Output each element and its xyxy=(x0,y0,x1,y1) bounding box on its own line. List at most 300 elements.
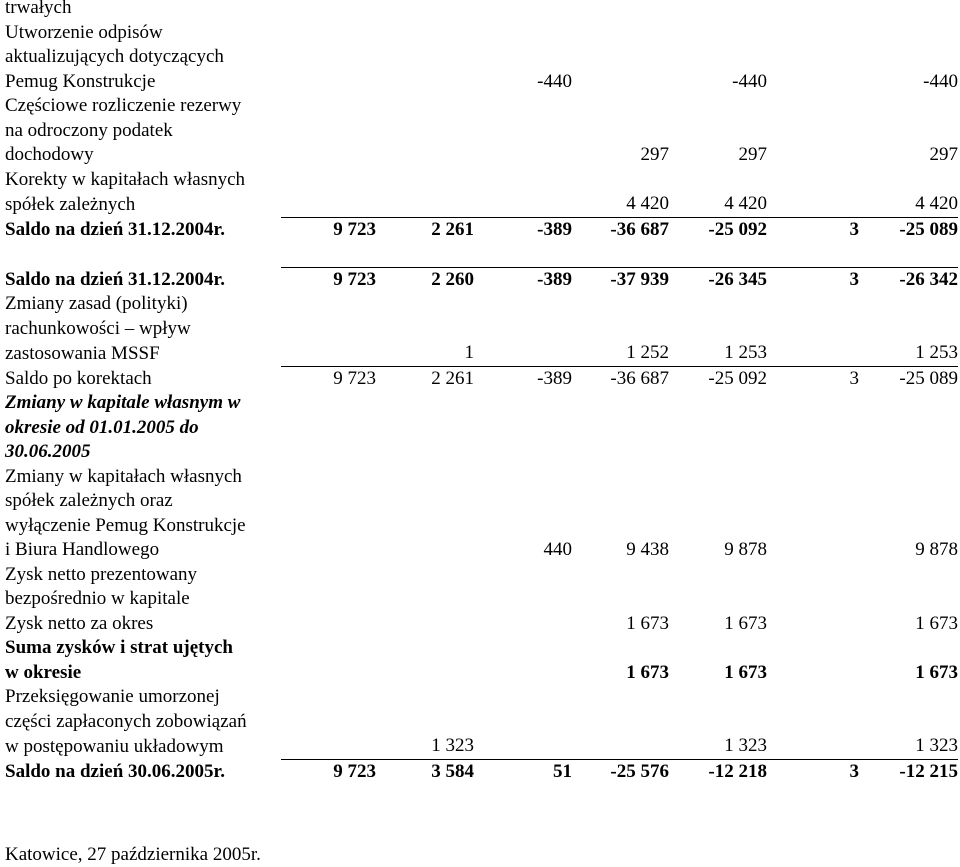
value-cell-c8: 1 323 xyxy=(915,735,958,756)
value-cell-c7 xyxy=(767,685,859,710)
value-cell-c8: 9 878 xyxy=(915,539,958,560)
value-cell-c7: 3 xyxy=(767,217,859,242)
value-cell-c6 xyxy=(669,710,767,735)
value-cell-c5 xyxy=(572,292,669,317)
value-cell-c7 xyxy=(767,0,859,21)
value-cell-c4 xyxy=(482,292,572,317)
value-cell-c2 xyxy=(376,685,474,710)
value-cell-c3 xyxy=(474,587,482,612)
value-cell-c8 xyxy=(859,292,958,317)
value-cell-c4 xyxy=(482,143,572,168)
value-cell-c2 xyxy=(376,538,474,563)
value-cell-c2 xyxy=(376,45,474,70)
table-row xyxy=(5,465,958,490)
table-row xyxy=(5,710,958,735)
value-cell-c5: -36 687 xyxy=(572,366,669,391)
row-label: Saldo na dzień 30.06.2005r. xyxy=(5,760,225,782)
value-cell-c4: 51 xyxy=(482,759,572,784)
value-cell-c5: 1 252 xyxy=(626,342,669,363)
value-cell-c2: 2 261 xyxy=(376,366,474,391)
value-cell-c8: 1 253 xyxy=(915,342,958,363)
value-cell-c2 xyxy=(376,612,474,637)
value-cell-c3 xyxy=(474,292,482,317)
value-cell-c7 xyxy=(767,538,859,563)
value-cell-c4 xyxy=(482,685,572,710)
value-cell-c7 xyxy=(767,710,859,735)
table-row xyxy=(5,489,958,514)
value-cell-c7 xyxy=(767,168,859,193)
value-cell-c7 xyxy=(767,587,859,612)
value-cell-c1 xyxy=(281,465,376,490)
row-label: spółek zależnych xyxy=(5,193,136,215)
value-cell-c1: 9 723 xyxy=(281,366,376,391)
value-cell-c5 xyxy=(572,734,669,759)
place-date-footer: Katowice, 27 października 2005r. xyxy=(5,844,261,865)
value-cell-c1: 9 723 xyxy=(281,217,376,242)
value-cell-c7 xyxy=(767,416,859,441)
value-cell-c7 xyxy=(767,391,859,416)
value-cell-c2 xyxy=(376,0,474,21)
value-cell-c8 xyxy=(859,489,958,514)
value-cell-c8: 297 xyxy=(929,144,958,165)
row-label: i Biura Handlowego xyxy=(5,539,160,560)
value-cell-c4 xyxy=(482,587,572,612)
value-cell-c7 xyxy=(767,612,859,637)
row-label: Przeksięgowanie umorzonej xyxy=(5,686,220,707)
value-cell-c3 xyxy=(474,514,482,539)
value-cell-c7 xyxy=(767,94,859,119)
table-row xyxy=(5,267,958,292)
table-row xyxy=(5,661,958,686)
value-cell-c2 xyxy=(376,21,474,46)
table-row xyxy=(5,587,958,612)
table-row xyxy=(5,636,958,661)
row-label: Saldo po korektach xyxy=(5,367,152,389)
value-cell-c4 xyxy=(482,563,572,588)
value-cell-c6: -25 092 xyxy=(669,217,767,242)
value-cell-c2 xyxy=(376,391,474,416)
value-cell-c7 xyxy=(767,317,859,342)
value-cell-c1 xyxy=(281,94,376,119)
value-cell-c4 xyxy=(482,391,572,416)
table-row xyxy=(5,514,958,539)
value-cell-c6 xyxy=(669,416,767,441)
value-cell-c6: -12 218 xyxy=(669,759,767,784)
value-cell-c2 xyxy=(376,661,474,686)
value-cell-c6: 297 xyxy=(738,144,767,165)
value-cell-c3 xyxy=(474,267,482,292)
value-cell-c3 xyxy=(474,563,482,588)
value-cell-c5: 297 xyxy=(640,144,669,165)
value-cell-c7 xyxy=(767,661,859,686)
value-cell-c3 xyxy=(474,489,482,514)
table-row xyxy=(5,759,958,784)
value-cell-c6 xyxy=(669,563,767,588)
row-label: trwałych xyxy=(5,0,72,18)
table-row xyxy=(5,143,958,168)
table-row xyxy=(5,45,958,70)
table-row xyxy=(5,119,958,144)
table-row xyxy=(5,563,958,588)
value-cell-c6 xyxy=(669,0,767,21)
value-cell-c1 xyxy=(281,710,376,735)
value-cell-c5: 4 420 xyxy=(626,193,669,214)
value-cell-c7 xyxy=(767,21,859,46)
value-cell-c1 xyxy=(281,341,376,366)
value-cell-c4 xyxy=(482,317,572,342)
value-cell-c8 xyxy=(859,685,958,710)
value-cell-c1 xyxy=(281,143,376,168)
row-label: Zmiany w kapitałach własnych xyxy=(5,465,242,487)
value-cell-c6 xyxy=(669,119,767,144)
value-cell-c2 xyxy=(376,636,474,661)
value-cell-c6 xyxy=(669,391,767,416)
value-cell-c3 xyxy=(474,661,482,686)
value-cell-c5 xyxy=(572,636,669,661)
value-cell-c1 xyxy=(281,45,376,70)
value-cell-c8 xyxy=(859,0,958,21)
row-label: Suma zysków i strat ujętych xyxy=(5,637,233,658)
value-cell-c5 xyxy=(572,514,669,539)
table-row xyxy=(5,612,958,637)
value-cell-c5 xyxy=(572,710,669,735)
value-cell-c4 xyxy=(482,612,572,637)
table-row xyxy=(5,70,958,95)
value-cell-c5 xyxy=(572,168,669,193)
value-cell-c2 xyxy=(376,168,474,193)
value-cell-c3 xyxy=(474,636,482,661)
value-cell-c5 xyxy=(572,440,669,465)
value-cell-c1 xyxy=(281,489,376,514)
value-cell-c8 xyxy=(859,168,958,193)
value-cell-c3 xyxy=(474,416,482,441)
value-cell-c1 xyxy=(281,538,376,563)
value-cell-c2: 2 261 xyxy=(376,217,474,242)
value-cell-c4 xyxy=(482,489,572,514)
value-cell-c2 xyxy=(376,416,474,441)
value-cell-c8 xyxy=(859,440,958,465)
row-label: Zysk netto za okres xyxy=(5,612,154,634)
value-cell-c6: -25 092 xyxy=(669,366,767,391)
value-cell-c1 xyxy=(281,440,376,465)
value-cell-c1 xyxy=(281,70,376,95)
value-cell-c6: 1 673 xyxy=(724,661,767,683)
value-cell-c4 xyxy=(482,45,572,70)
value-cell-c4 xyxy=(482,168,572,193)
row-label: rachunkowości – wpływ xyxy=(5,317,191,339)
value-cell-c7 xyxy=(767,636,859,661)
row-label: w postępowaniu układowym xyxy=(5,735,224,757)
value-cell-c8 xyxy=(859,465,958,490)
value-cell-c3 xyxy=(474,168,482,193)
row-label: wyłączenie Pemug Konstrukcje xyxy=(5,514,246,536)
row-label: zastosowania MSSF xyxy=(5,342,160,364)
value-cell-c2 xyxy=(376,587,474,612)
value-cell-c5: -37 939 xyxy=(572,267,669,292)
value-cell-c8: 1 673 xyxy=(915,661,958,683)
value-cell-c2 xyxy=(376,514,474,539)
row-label: na odroczony podatek xyxy=(5,119,173,141)
value-cell-c6 xyxy=(669,636,767,661)
value-cell-c5: -36 687 xyxy=(572,217,669,242)
value-cell-c2 xyxy=(376,119,474,144)
value-cell-c2: 1 323 xyxy=(431,735,474,756)
value-cell-c7: 3 xyxy=(767,267,859,292)
value-cell-c7 xyxy=(767,465,859,490)
value-cell-c1 xyxy=(281,119,376,144)
table-row xyxy=(5,538,958,563)
value-cell-c8 xyxy=(859,636,958,661)
value-cell-c8 xyxy=(859,710,958,735)
value-cell-c5 xyxy=(572,465,669,490)
value-cell-c2 xyxy=(376,489,474,514)
value-cell-c4 xyxy=(482,0,572,21)
value-cell-c1 xyxy=(281,612,376,637)
value-cell-c3 xyxy=(474,465,482,490)
value-cell-c7 xyxy=(767,119,859,144)
value-cell-c4 xyxy=(482,465,572,490)
value-cell-c3 xyxy=(474,70,482,95)
value-cell-c2 xyxy=(376,440,474,465)
row-label: Korekty w kapitałach własnych xyxy=(5,168,246,190)
value-cell-c5 xyxy=(572,416,669,441)
value-cell-c8: -12 215 xyxy=(859,759,958,784)
value-cell-c6 xyxy=(669,514,767,539)
value-cell-c2 xyxy=(376,292,474,317)
value-cell-c5: -25 576 xyxy=(572,759,669,784)
value-cell-c3 xyxy=(474,612,482,637)
value-cell-c4 xyxy=(482,661,572,686)
value-cell-c4: -389 xyxy=(482,217,572,242)
value-cell-c6: 9 878 xyxy=(724,539,767,560)
value-cell-c8: -26 342 xyxy=(859,267,958,292)
table-row xyxy=(5,440,958,465)
value-cell-c1: 9 723 xyxy=(281,267,376,292)
value-cell-c3 xyxy=(474,94,482,119)
value-cell-c3 xyxy=(474,538,482,563)
value-cell-c6 xyxy=(669,94,767,119)
value-cell-c5 xyxy=(572,21,669,46)
value-cell-c8 xyxy=(859,391,958,416)
value-cell-c5 xyxy=(572,317,669,342)
value-cell-c1 xyxy=(281,416,376,441)
table-row xyxy=(5,317,958,342)
value-cell-c1 xyxy=(281,192,376,217)
value-cell-c1 xyxy=(281,514,376,539)
value-cell-c5 xyxy=(572,0,669,21)
table-row xyxy=(5,0,958,21)
value-cell-c3 xyxy=(474,759,482,784)
row-label: 30.06.2005 xyxy=(5,441,91,462)
value-cell-c2: 1 xyxy=(464,342,474,363)
value-cell-c7 xyxy=(767,514,859,539)
value-cell-c1 xyxy=(281,292,376,317)
row-label: dochodowy xyxy=(5,144,94,165)
value-cell-c4 xyxy=(482,119,572,144)
value-cell-c4 xyxy=(482,416,572,441)
value-cell-c8 xyxy=(859,119,958,144)
value-cell-c4 xyxy=(482,734,572,759)
value-cell-c7 xyxy=(767,563,859,588)
value-cell-c3 xyxy=(474,341,482,366)
table-row xyxy=(5,416,958,441)
value-cell-c3 xyxy=(474,143,482,168)
row-label: Saldo na dzień 31.12.2004r. xyxy=(5,218,225,240)
value-cell-c6 xyxy=(669,685,767,710)
value-cell-c6 xyxy=(669,21,767,46)
value-cell-c8 xyxy=(859,514,958,539)
value-cell-c2 xyxy=(376,710,474,735)
value-cell-c3 xyxy=(474,710,482,735)
value-cell-c3 xyxy=(474,366,482,391)
table-row xyxy=(5,366,958,391)
row-label: spółek zależnych oraz xyxy=(5,490,173,511)
value-cell-c7 xyxy=(767,70,859,95)
value-cell-c3 xyxy=(474,21,482,46)
value-cell-c8: -25 089 xyxy=(859,217,958,242)
value-cell-c3 xyxy=(474,440,482,465)
value-cell-c6 xyxy=(669,168,767,193)
value-cell-c1: 9 723 xyxy=(281,759,376,784)
value-cell-c1 xyxy=(281,21,376,46)
table-row xyxy=(5,685,958,710)
value-cell-c6 xyxy=(669,587,767,612)
value-cell-c2: 3 584 xyxy=(376,759,474,784)
value-cell-c1 xyxy=(281,685,376,710)
value-cell-c1 xyxy=(281,168,376,193)
value-cell-c4: -440 xyxy=(537,70,572,92)
value-cell-c2 xyxy=(376,192,474,217)
value-cell-c3 xyxy=(474,391,482,416)
value-cell-c7: 3 xyxy=(767,759,859,784)
value-cell-c5 xyxy=(572,489,669,514)
value-cell-c6 xyxy=(669,489,767,514)
table-row xyxy=(5,168,958,193)
table-row xyxy=(5,341,958,366)
value-cell-c5 xyxy=(572,563,669,588)
value-cell-c8 xyxy=(859,317,958,342)
value-cell-c4 xyxy=(482,21,572,46)
value-cell-c7 xyxy=(767,489,859,514)
table-row xyxy=(5,94,958,119)
value-cell-c6: 1 323 xyxy=(724,735,767,756)
value-cell-c3 xyxy=(474,119,482,144)
value-cell-c6 xyxy=(669,317,767,342)
value-cell-c8: -25 089 xyxy=(859,366,958,391)
value-cell-c6 xyxy=(669,440,767,465)
row-label: w okresie xyxy=(5,661,82,683)
value-cell-c5 xyxy=(572,685,669,710)
value-cell-c1 xyxy=(281,734,376,759)
value-cell-c1 xyxy=(281,391,376,416)
spacer-row xyxy=(5,242,958,267)
row-label: Utworzenie odpisów xyxy=(5,21,163,43)
value-cell-c4 xyxy=(482,710,572,735)
row-label: Zmiany w kapitale własnym w xyxy=(5,392,241,413)
table-row xyxy=(5,391,958,416)
row-label: Pemug Konstrukcje xyxy=(5,70,156,92)
value-cell-c4 xyxy=(482,94,572,119)
value-cell-c3 xyxy=(474,317,482,342)
value-cell-c8 xyxy=(859,416,958,441)
table-row xyxy=(5,192,958,217)
value-cell-c1 xyxy=(281,636,376,661)
table-row xyxy=(5,734,958,759)
value-cell-c2 xyxy=(376,317,474,342)
row-label: Zmiany zasad (polityki) xyxy=(5,293,188,314)
value-cell-c6: 1 253 xyxy=(724,342,767,363)
value-cell-c3 xyxy=(474,0,482,21)
value-cell-c8: 1 673 xyxy=(915,612,958,634)
value-cell-c3 xyxy=(474,45,482,70)
value-cell-c5 xyxy=(572,45,669,70)
value-cell-c6 xyxy=(669,45,767,70)
value-cell-c5 xyxy=(572,94,669,119)
value-cell-c7 xyxy=(767,734,859,759)
value-cell-c5 xyxy=(572,587,669,612)
row-label: Saldo na dzień 31.12.2004r. xyxy=(5,268,225,290)
value-cell-c4 xyxy=(482,192,572,217)
value-cell-c8: 4 420 xyxy=(915,193,958,214)
value-cell-c3 xyxy=(474,192,482,217)
value-cell-c2 xyxy=(376,143,474,168)
value-cell-c2: 2 260 xyxy=(376,267,474,292)
value-cell-c8 xyxy=(859,563,958,588)
value-cell-c2 xyxy=(376,465,474,490)
value-cell-c5: 1 673 xyxy=(626,661,669,683)
value-cell-c1 xyxy=(281,563,376,588)
value-cell-c2 xyxy=(376,70,474,95)
row-label: części zapłaconych zobowiązań xyxy=(5,710,247,732)
value-cell-c6: -440 xyxy=(732,70,767,92)
value-cell-c6 xyxy=(669,292,767,317)
row-label: okresie od 01.01.2005 do xyxy=(5,416,199,438)
row-label: bezpośrednio w kapitale xyxy=(5,588,190,609)
value-cell-c6: -26 345 xyxy=(669,267,767,292)
value-cell-c4 xyxy=(482,440,572,465)
value-cell-c5: 1 673 xyxy=(626,612,669,634)
value-cell-c3 xyxy=(474,734,482,759)
value-cell-c7 xyxy=(767,45,859,70)
value-cell-c4 xyxy=(482,636,572,661)
row-label: aktualizujących dotyczących xyxy=(5,46,224,67)
value-cell-c3 xyxy=(474,685,482,710)
table-row xyxy=(5,21,958,46)
value-cell-c7: 3 xyxy=(767,366,859,391)
value-cell-c4 xyxy=(482,341,572,366)
value-cell-c8: -440 xyxy=(923,70,958,92)
table-row xyxy=(5,292,958,317)
value-cell-c1 xyxy=(281,587,376,612)
table-row xyxy=(5,217,958,242)
value-cell-c8 xyxy=(859,94,958,119)
row-label: Zysk netto prezentowany xyxy=(5,563,198,585)
value-cell-c7 xyxy=(767,143,859,168)
value-cell-c7 xyxy=(767,440,859,465)
row-label: Częściowe rozliczenie rezerwy xyxy=(5,95,242,116)
value-cell-c7 xyxy=(767,192,859,217)
value-cell-c1 xyxy=(281,317,376,342)
value-cell-c1 xyxy=(281,661,376,686)
value-cell-c6 xyxy=(669,465,767,490)
value-cell-c5 xyxy=(572,70,669,95)
value-cell-c5 xyxy=(572,391,669,416)
value-cell-c2 xyxy=(376,94,474,119)
value-cell-c6: 4 420 xyxy=(724,193,767,214)
value-cell-c5 xyxy=(572,119,669,144)
value-cell-c4: -389 xyxy=(482,366,572,391)
equity-changes-table xyxy=(5,0,958,784)
